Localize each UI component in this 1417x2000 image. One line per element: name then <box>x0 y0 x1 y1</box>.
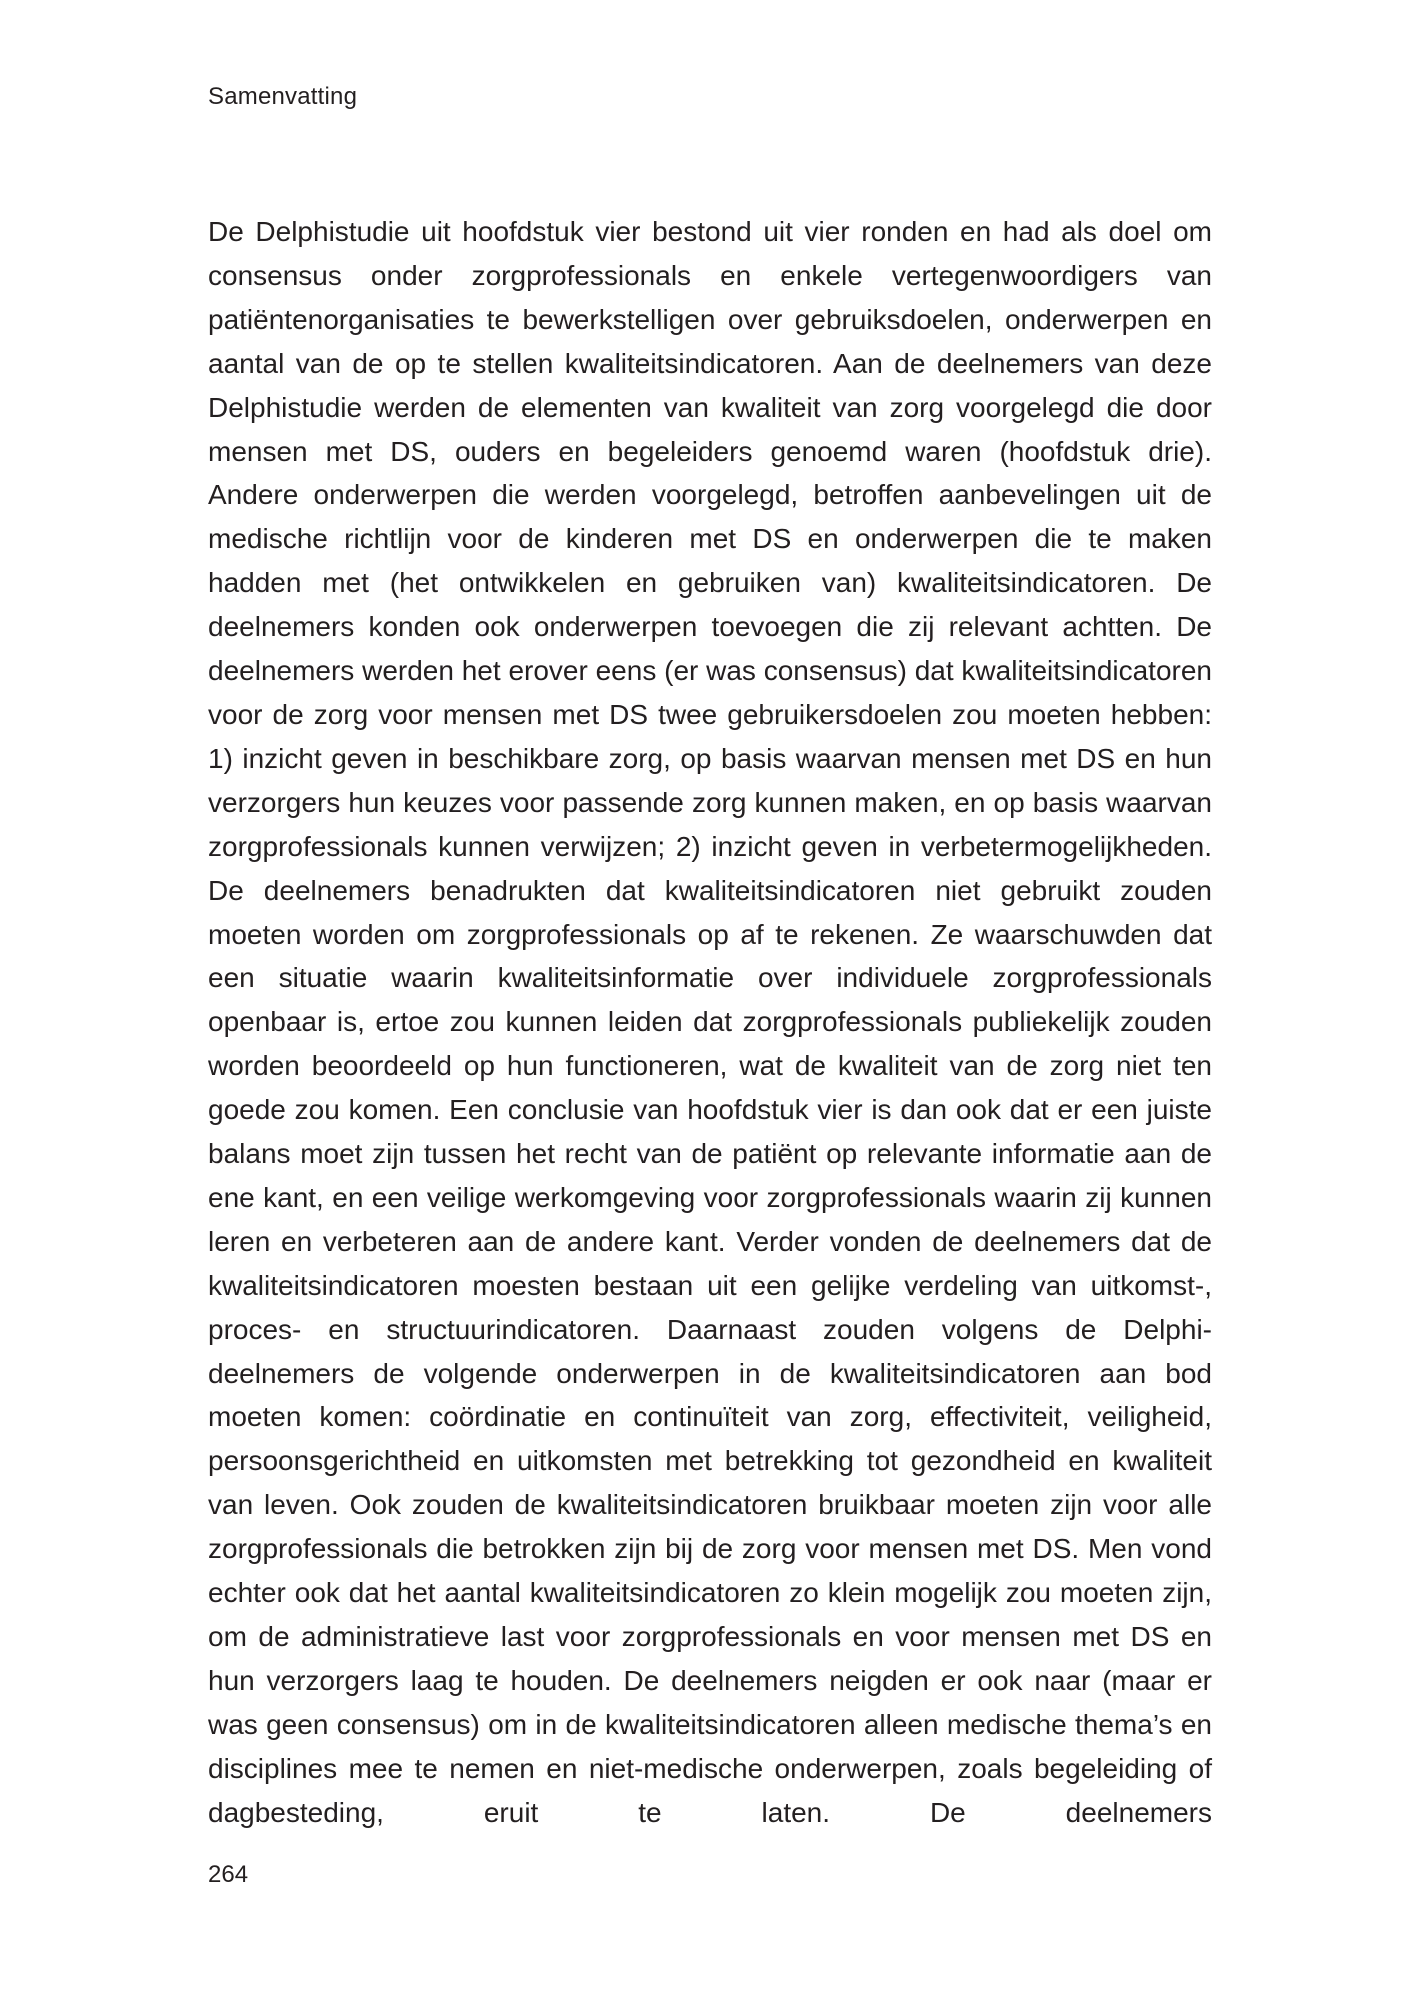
running-header: Samenvatting <box>208 83 358 110</box>
body-paragraph: De Delphistudie uit hoofdstuk vier bestond uit vier ronden en had als doel om consensus onder zorgprofessionals en enkele vertegenwoordigers van patiëntenorganisaties te bewerkstelligen over gebruiksdoelen, onderwerpen en aantal van de op te stellen kwaliteitsindicatoren. Aan de deelnemers van deze Delphistudie werden de elementen van kwaliteit van zorg voorgelegd die door mensen met DS, ouders en begeleiders genoemd waren (hoofdstuk drie). Andere onderwerpen die werden voorgelegd, betroffen aanbevelingen uit de medische richtlijn voor de kinderen met DS en onderwerpen die te maken hadden met (het ontwikkelen en gebruiken van) kwaliteitsindicatoren. De deelnemers konden ook onderwerpen toevoegen die zij relevant achtten. De deelnemers werden het erover eens (er was consensus) dat kwaliteitsindicatoren voor de zorg voor mensen met DS twee gebruikersdoelen zou moeten hebben: 1) inzicht geven in beschikbare zorg, op basis waarvan mensen met DS en hun verzorgers hun keuzes voor passende zorg kunnen maken, en op basis waarvan zorgprofessionals kunnen verwijzen; 2) inzicht geven in verbetermogelijkheden. De deelnemers benadrukten dat kwaliteitsindicatoren niet gebruikt zouden moeten worden om zorgprofessionals op af te rekenen. Ze waarschuwden dat een situatie waarin kwaliteitsinformatie over individuele zorgprofessionals openbaar is, ertoe zou kunnen leiden dat zorgprofessionals publiekelijk zouden worden beoordeeld op hun functioneren, wat de kwaliteit van de zorg niet ten goede zou komen. Een conclusie van hoofdstuk vier is dan ook dat er een juiste balans moet zijn tussen het recht van de patiënt op relevante informatie aan de ene kant, en een veilige werkomgeving voor zorgprofessionals waarin zij kunnen leren en verbeteren aan de andere kant. Verder vonden de deelnemers dat de kwaliteitsindicatoren moesten bestaan uit een gelijke verdeling van uitkomst-, proces- en structuurindicatoren. Daarnaast zouden volgens de Delphi-deelnemers de volgende onderwerpen in de kwaliteitsindicatoren aan bod moeten komen: coördinatie en continuïteit van zorg, effectiviteit, veiligheid, persoonsgerichtheid en uitkomsten met betrekking tot gezondheid en kwaliteit van leven. Ook zouden de kwaliteitsindicatoren bruikbaar moeten zijn voor alle zorgprofessionals die betrokken zijn bij de zorg voor mensen met DS. Men vond echter ook dat het aantal kwaliteitsindicatoren zo klein mogelijk zou moeten zijn, om de administratieve last voor zorgprofessionals en voor mensen met DS en hun verzorgers laag te houden. De deelnemers neigden er ook naar (maar er was geen consensus) om in de kwaliteitsindicatoren alleen medische thema’s en disciplines mee te nemen en niet-medische onderwerpen, zoals begeleiding of dagbesteding, eruit te laten. De deelnemers <box>208 216 1212 1828</box>
page-number: 264 <box>208 1861 249 1888</box>
